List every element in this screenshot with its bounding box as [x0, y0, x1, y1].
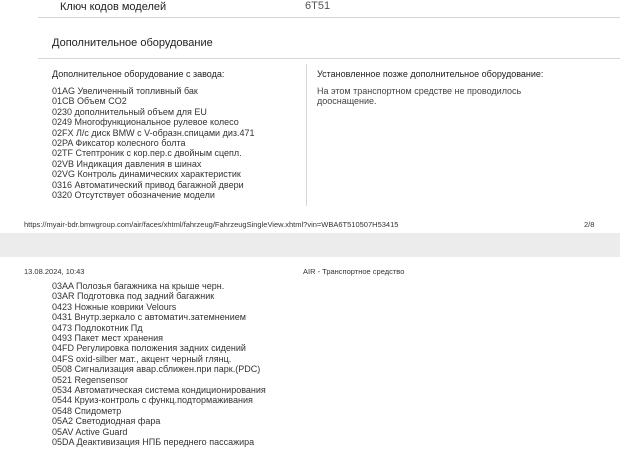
page-number: 2/8	[584, 220, 595, 229]
document-page-3	[0, 257, 620, 460]
list-item: 02VB Индикация давления в шинах	[52, 158, 202, 169]
page-gap	[0, 233, 620, 257]
list-item: 0423 Ножные коврики Velours	[52, 301, 177, 312]
model-key-value: 6T51	[305, 0, 331, 12]
list-item: 0473 Подлокотник Пд	[52, 322, 143, 333]
factory-equipment-list	[52, 86, 255, 200]
list-item: 0508 Сигнализация авар.сближен.при парк.(PDC)	[52, 364, 261, 375]
divider	[38, 58, 620, 59]
list-item: 0230 дополнительный объем для EU	[52, 106, 207, 117]
list-item: 0534 Автоматическая система кондиционирования	[52, 385, 266, 396]
list-item: 05AV Active Guard	[52, 426, 128, 437]
list-item: 02PA Фиксатор колесного болта	[52, 138, 186, 149]
model-key-label: Ключ кодов моделей	[60, 1, 167, 13]
list-item: 0548 Спидометр	[52, 405, 122, 416]
column-divider	[306, 64, 307, 206]
list-item: 0249 Многофункциональное рулевое колесо	[52, 117, 239, 128]
divider	[38, 17, 620, 18]
list-item: 05A2 Светодиодная фара	[52, 416, 161, 427]
section-title: Дополнительное оборудование	[52, 37, 213, 49]
retrofit-equipment-text: На этом транспортном средстве не проводилось дооснащение.	[317, 86, 522, 107]
list-item: 02FX Л/с диск BMW с V-образн.спицами диз.471	[52, 127, 255, 138]
print-title: AIR - Транспортное средство	[303, 267, 405, 276]
list-item: 03AR Подготовка под задний багажник	[52, 291, 215, 302]
list-item: 04FS oxid-silber мат., акцент черный глянц.	[52, 353, 232, 364]
list-item: 04FD Регулировка положения задних сидений	[52, 343, 246, 354]
list-item: 02VG Контроль динамических характеристик	[52, 169, 241, 180]
print-date: 13.08.2024, 10:43	[24, 267, 85, 276]
factory-equipment-list-continued	[52, 281, 266, 448]
list-item: 02TF Стептроник с кор.пер.с двойным сцепл.	[52, 148, 242, 159]
list-item: 0521 Regensensor	[52, 374, 129, 385]
list-item: 0431 Внутр.зеркало с автоматич.затемнением	[52, 312, 246, 323]
retrofit-equipment-heading: Установленное позже дополнительное оборудование:	[317, 69, 544, 79]
list-item: 03AA Полозья багажника на крыше черн.	[52, 281, 225, 291]
list-item: 05DA Деактивизация НПБ переднего пассажира	[52, 437, 255, 448]
list-item: 0320 Отсутствует обозначение модели	[52, 190, 215, 201]
factory-equipment-heading: Дополнительное оборудование с завода:	[52, 69, 225, 79]
list-item: 0544 Круиз-контроль с функц.подтормаживания	[52, 395, 253, 406]
list-item: 0493 Пакет мест хранения	[52, 333, 164, 344]
list-item: 01AG Увеличенный топливный бак	[52, 86, 198, 96]
footer-url: https://myair-bdr.bmwgroup.com/air/faces/xhtml/fahrzeug/FahrzeugSingleView.xhtml?vin=WBA6T510507H53415	[24, 220, 399, 229]
list-item: 01CB Объем CO2	[52, 96, 127, 107]
list-item: 0316 Автоматический привод багажной двери	[52, 179, 244, 190]
